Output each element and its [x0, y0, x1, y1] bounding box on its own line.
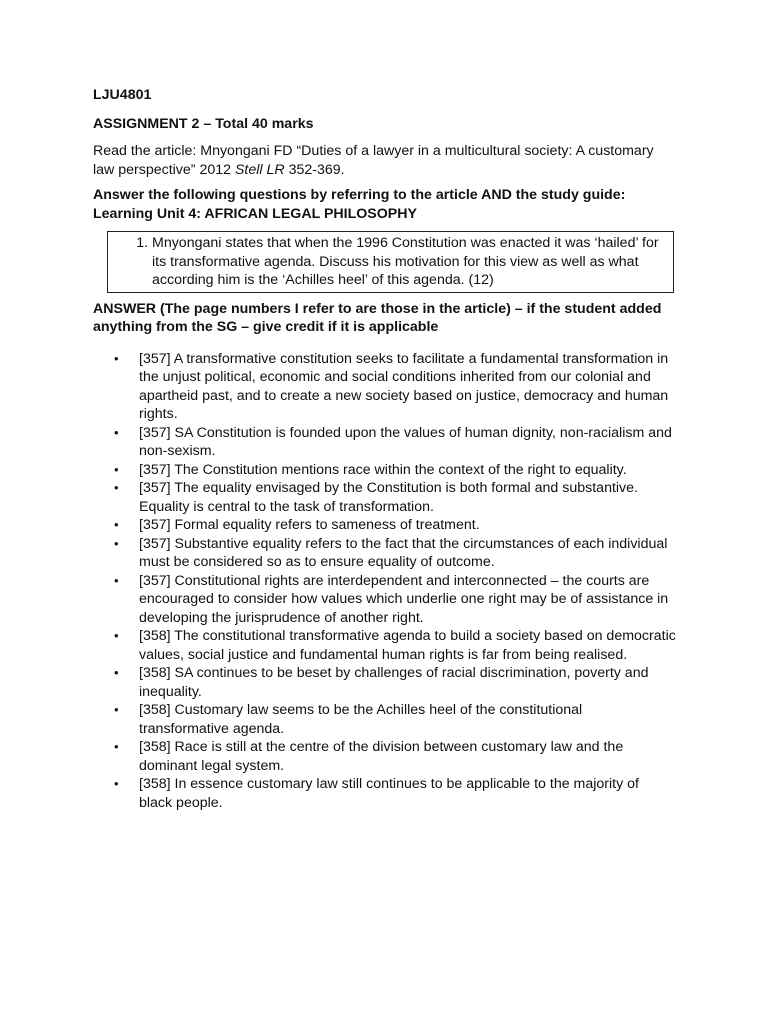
intro-pages: 352-369. [284, 161, 345, 178]
answer-item [93, 461, 676, 480]
bullet-icon: • [114, 739, 119, 754]
answer-item [93, 627, 676, 664]
question-box [107, 231, 674, 293]
journal-name: Stell LR [234, 161, 285, 178]
answer-text: [358] Customary law seems to be the Achilles heel of the constitutional transformative agenda. [139, 702, 583, 737]
bullet-icon: • [114, 572, 119, 588]
answer-item [93, 572, 676, 628]
answer-text: [357] The equality envisaged by the Constitution is both formal and substantive. Equality is central to the task of transformation. [139, 480, 638, 515]
answer-item [93, 738, 676, 775]
answer-item [93, 775, 676, 812]
answer-text: [358] In essence customary law still continues to be applicable to the majority of black people. [139, 776, 639, 811]
bullet-icon: • [114, 776, 119, 791]
answer-item [93, 701, 676, 738]
answer-text: [358] The constitutional transformative agenda to build a society based on democratic values, social justice and fundamental human rights is far from being realised. [139, 628, 676, 663]
answer-item [93, 424, 676, 461]
intro-text: Read the article: Mnyongani FD “Duties of a lawyer in a multicultural society: A customary law perspective” 2012 [93, 143, 654, 178]
course-code: LJU4801 [93, 87, 152, 103]
answer-list [93, 350, 676, 813]
bullet-icon: • [114, 535, 119, 551]
bullet-icon: • [114, 628, 119, 643]
instruction [93, 186, 676, 223]
instruction-line-1: Answer the following questions by referring to the article AND the study guide: [93, 187, 626, 203]
bullet-icon: • [114, 350, 119, 366]
answer-text: [357] SA Constitution is founded upon the values of human dignity, non-racialism and non-sexism. [139, 424, 672, 459]
assignment-title: ASSIGNMENT 2 – Total 40 marks [93, 115, 314, 132]
intro-paragraph [93, 142, 676, 179]
answer-text: [357] A transformative constitution seeks to facilitate a fundamental transformation in the unjust political, economic and social conditions inherited from our colonial and apartheid past, and to create a new society based on justice, democracy and human rights. [139, 350, 669, 422]
bullet-icon: • [114, 702, 119, 717]
answer-item [93, 350, 676, 424]
answer-text: [357] Constitutional rights are interdependent and interconnected – the courts are encouraged to consider how values which underlie one right may be of assistance in developing the jurisprudence of another right. [139, 572, 669, 626]
answer-item [93, 516, 676, 535]
answer-item [93, 479, 676, 516]
answer-heading: ANSWER (The page numbers I refer to are those in the article) – if the student added anything from the SG – give credit if it is applicable [93, 300, 662, 335]
answer-text: [358] SA continues to be beset by challenges of racial discrimination, poverty and inequality. [139, 665, 649, 700]
instruction-line-2: Learning Unit 4: AFRICAN LEGAL PHILOSOPHY [93, 205, 417, 222]
answer-text: [358] Race is still at the centre of the division between customary law and the dominant legal system. [139, 739, 624, 774]
bullet-icon: • [114, 461, 119, 477]
question-1: 1. Mnyongani states that when the 1996 Constitution was enacted it was ‘hailed’ for its transformative agenda. Discuss his motivation for this view as well as what according him is the ‘Achilles heel’ of this agenda. (12) [152, 234, 665, 290]
answer-item [93, 535, 676, 572]
bullet-icon: • [114, 665, 119, 680]
answer-item [93, 664, 676, 701]
answer-text: [357] Formal equality refers to sameness of treatment. [139, 517, 480, 533]
bullet-icon: • [114, 517, 119, 532]
bullet-icon: • [114, 480, 119, 495]
answer-text: [357] Substantive equality refers to the fact that the circumstances of each individual must be considered so as to ensure equality of outcome. [139, 535, 668, 570]
bullet-icon: • [114, 424, 119, 440]
answer-text: [357] The Constitution mentions race within the context of the right to equality. [139, 461, 627, 478]
